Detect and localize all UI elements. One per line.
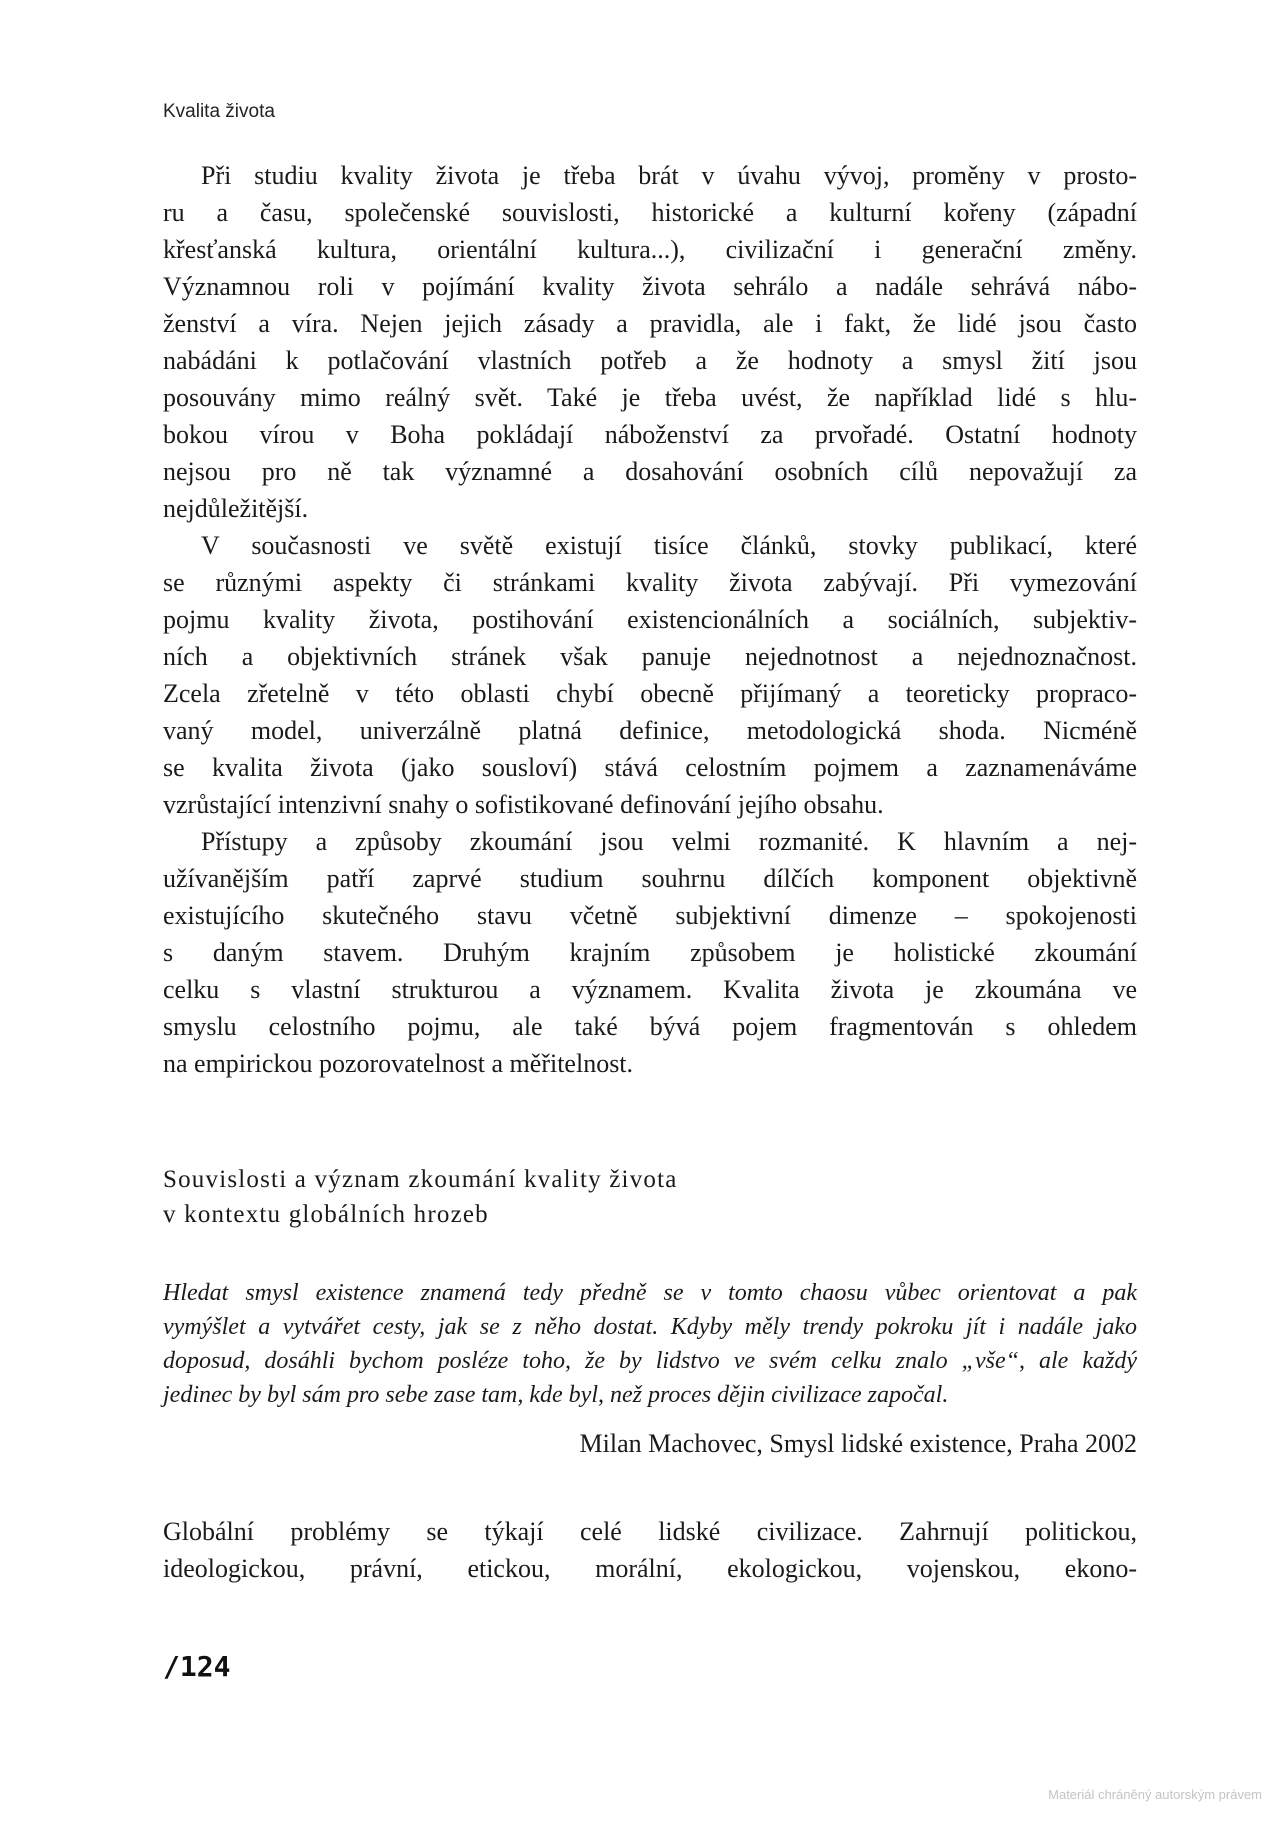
text-line: nejsou pro ně tak významné a dosahování osobních cílů nepovažují za — [163, 457, 1137, 486]
text-line: existujícího skutečného stavu včetně subjektivní dimenze – spokojenosti — [163, 901, 1137, 930]
text-line: Přístupy a způsoby zkoumání jsou velmi rozmanité. K hlavním a nej- — [201, 827, 1137, 856]
text-line: ideologickou, právní, etickou, morální, ekologickou, vojenskou, ekono- — [163, 1554, 1137, 1583]
running-head: Kvalita života — [163, 101, 275, 122]
text-line: bokou vírou v Boha pokládají náboženství za prvořadé. Ostatní hodnoty — [163, 420, 1137, 449]
text-line: vzrůstající intenzivní snahy o sofistikované definování jejího obsahu. — [163, 790, 884, 819]
text-line: se různými aspekty či stránkami kvality života zabývají. Při vymezování — [163, 568, 1137, 597]
text-line: Při studiu kvality života je třeba brát v úvahu vývoj, proměny v prosto- — [201, 161, 1137, 190]
text-line: Globální problémy se týkají celé lidské civilizace. Zahrnují politickou, — [163, 1517, 1137, 1546]
quote-line: jedinec by byl sám pro sebe zase tam, kde byl, než proces dějin civilizace započal. — [163, 1382, 949, 1408]
text-line: smyslu celostního pojmu, ale také bývá pojem fragmentován s ohledem — [163, 1012, 1137, 1041]
page-number: /124 — [163, 1650, 231, 1683]
text-line: Významnou roli v pojímání kvality života sehrálo a nadále sehrává nábo- — [163, 272, 1137, 301]
section-heading — [163, 1162, 678, 1232]
text-line: posouvány mimo reálný svět. Také je třeba uvést, že například lidé s hlu- — [163, 383, 1137, 412]
text-line: užívanějším patří zaprvé studium souhrnu dílčích komponent objektivně — [163, 864, 1137, 893]
text-line: vaný model, univerzálně platná definice, metodologická shoda. Nicméně — [163, 716, 1137, 745]
text-line: křesťanská kultura, orientální kultura...), civilizační i generační změny. — [163, 235, 1137, 264]
text-line: ních a objektivních stránek však panuje nejednotnost a nejednoznačnost. — [163, 642, 1137, 671]
text-line: nabádáni k potlačování vlastních potřeb a že hodnoty a smysl žití jsou — [163, 346, 1137, 375]
copyright-watermark: Materiál chráněný autorským právem — [1048, 1787, 1262, 1802]
text-line: na empirickou pozorovatelnost a měřitelnost. — [163, 1049, 634, 1078]
epigraph-attribution: Milan Machovec, Smysl lidské existence, Praha 2002 — [579, 1429, 1137, 1458]
text-line: Zcela zřetelně v této oblasti chybí obecně přijímaný a teoreticky propraco- — [163, 679, 1137, 708]
text-line: V současnosti ve světě existují tisíce článků, stovky publikací, které — [201, 531, 1137, 560]
section-heading-line: Souvislosti a význam zkoumání kvality života — [163, 1166, 678, 1193]
text-line: s daným stavem. Druhým krajním způsobem je holistické zkoumání — [163, 938, 1137, 967]
quote-line: vymýšlet a vytvářet cesty, jak se z něho dostat. Kdyby měly trendy pokroku jít i nadále jako — [163, 1314, 1137, 1340]
text-line: ženství a víra. Nejen jejich zásady a pravidla, ale i fakt, že lidé jsou často — [163, 309, 1137, 338]
text-line: se kvalita života (jako sousloví) stává celostním pojmem a zaznamenáváme — [163, 753, 1137, 782]
section-heading-line: v kontextu globálních hrozeb — [163, 1201, 489, 1228]
text-line: celku s vlastní strukturou a významem. Kvalita života je zkoumána ve — [163, 975, 1137, 1004]
text-line: pojmu kvality života, postihování existencionálních a sociálních, subjektiv- — [163, 605, 1137, 634]
text-line: ru a času, společenské souvislosti, historické a kulturní kořeny (západní — [163, 198, 1137, 227]
quote-line: Hledat smysl existence znamená tedy předně se v tomto chaosu vůbec orientovat a pak — [163, 1280, 1137, 1306]
text-line: nejdůležitější. — [163, 494, 309, 523]
quote-line: doposud, dosáhli bychom posléze toho, že by lidstvo ve svém celku znalo „vše“, ale každý — [163, 1348, 1137, 1374]
